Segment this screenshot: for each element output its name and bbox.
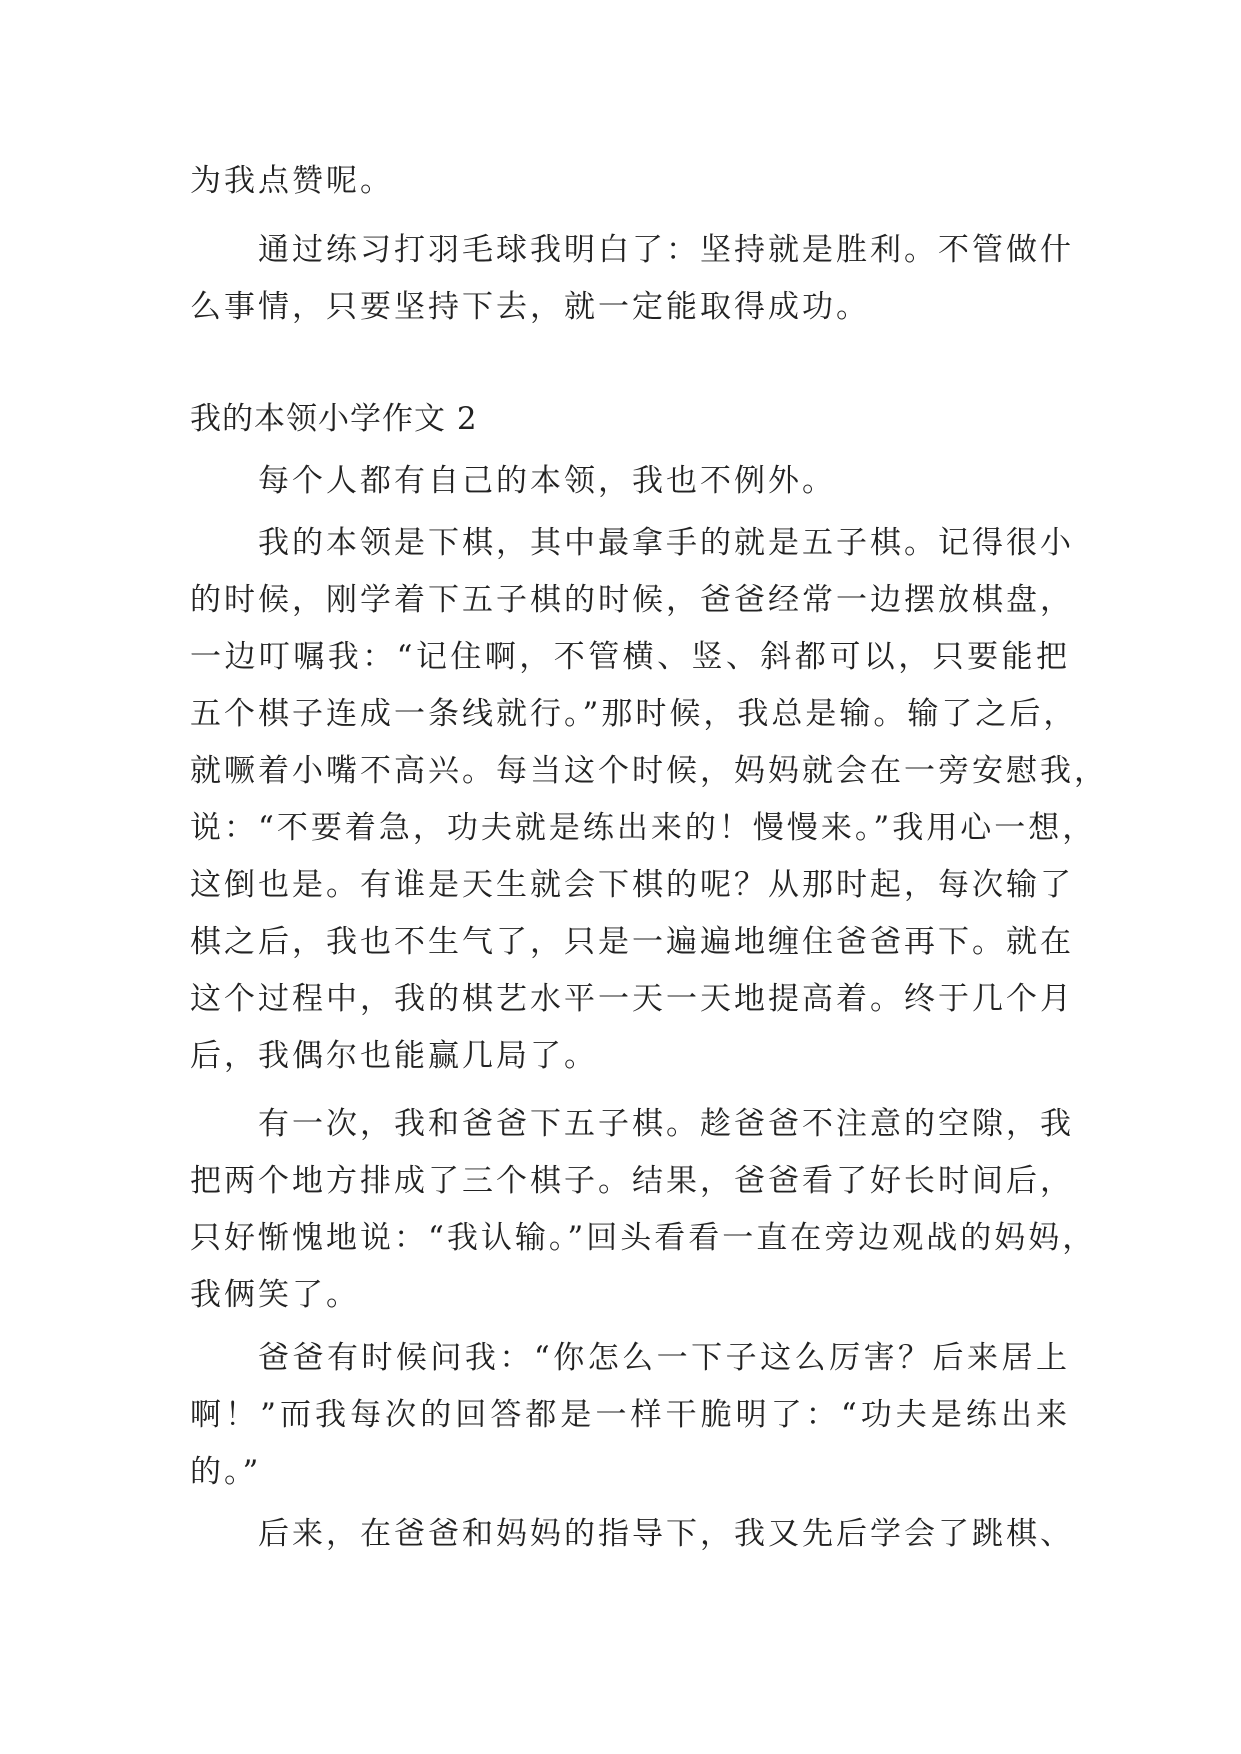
text-line: 为我点赞呢。 [190, 163, 394, 199]
previous-essay-end [190, 153, 1074, 336]
text-line: 啊！”而我每次的回答都是一样干脆明了：“功夫是练出来 [190, 1397, 1070, 1433]
text-line: 一边叮嘱我：“记住啊，不管横、竖、斜都可以，只要能把 [190, 639, 1070, 675]
text-line: 这个过程中，我的棋艺水平一天一天地提高着。终于几个月 [190, 981, 1074, 1017]
text-line: 只好惭愧地说：“我认输。”回头看看一直在旁边观战的妈妈， [190, 1220, 1097, 1256]
text-line: 后，我偶尔也能赢几局了。 [190, 1038, 598, 1074]
text-line: 棋之后，我也不生气了，只是一遍遍地缠住爸爸再下。就在 [190, 924, 1074, 960]
paragraph-3 [190, 1096, 1097, 1324]
paragraph-5 [190, 1506, 1074, 1563]
text-line: 我的本领是下棋，其中最拿手的就是五子棋。记得很小 [258, 525, 1074, 561]
text-line: 我俩笑了。 [190, 1277, 360, 1313]
text-line: 就噘着小嘴不高兴。每当这个时候，妈妈就会在一旁安慰我， [190, 753, 1108, 789]
text-line: 的时候，刚学着下五子棋的时候，爸爸经常一边摆放棋盘， [190, 582, 1074, 618]
text-line: 的。” [190, 1454, 262, 1490]
text-line: 后来，在爸爸和妈妈的指导下，我又先后学会了跳棋、 [258, 1516, 1074, 1552]
text-line: 通过练习打羽毛球我明白了：坚持就是胜利。不管做什 [258, 232, 1074, 268]
text-line: 么事情，只要坚持下去，就一定能取得成功。 [190, 289, 870, 325]
text-line: 这倒也是。有谁是天生就会下棋的呢？从那时起，每次输了 [190, 867, 1074, 903]
text-line: 每个人都有自己的本领，我也不例外。 [258, 463, 836, 499]
essay-heading-block [190, 391, 1070, 448]
text-line: 把两个地方排成了三个棋子。结果，爸爸看了好长时间后， [190, 1163, 1074, 1199]
text-line: 有一次，我和爸爸下五子棋。趁爸爸不注意的空隙，我 [258, 1106, 1074, 1142]
essay-title: 我的本领小学作文 2 [190, 401, 478, 437]
text-line: 爸爸有时候问我：“你怎么一下子这么厉害？后来居上 [258, 1340, 1070, 1376]
paragraph-1 [190, 453, 1070, 510]
text-line: 说：“不要着急，功夫就是练出来的！慢慢来。”我用心一想， [190, 810, 1097, 846]
paragraph-4 [190, 1330, 1070, 1501]
text-line: 五个棋子连成一条线就行。”那时候，我总是输。输了之后， [190, 696, 1078, 732]
paragraph-2 [190, 515, 1108, 1085]
